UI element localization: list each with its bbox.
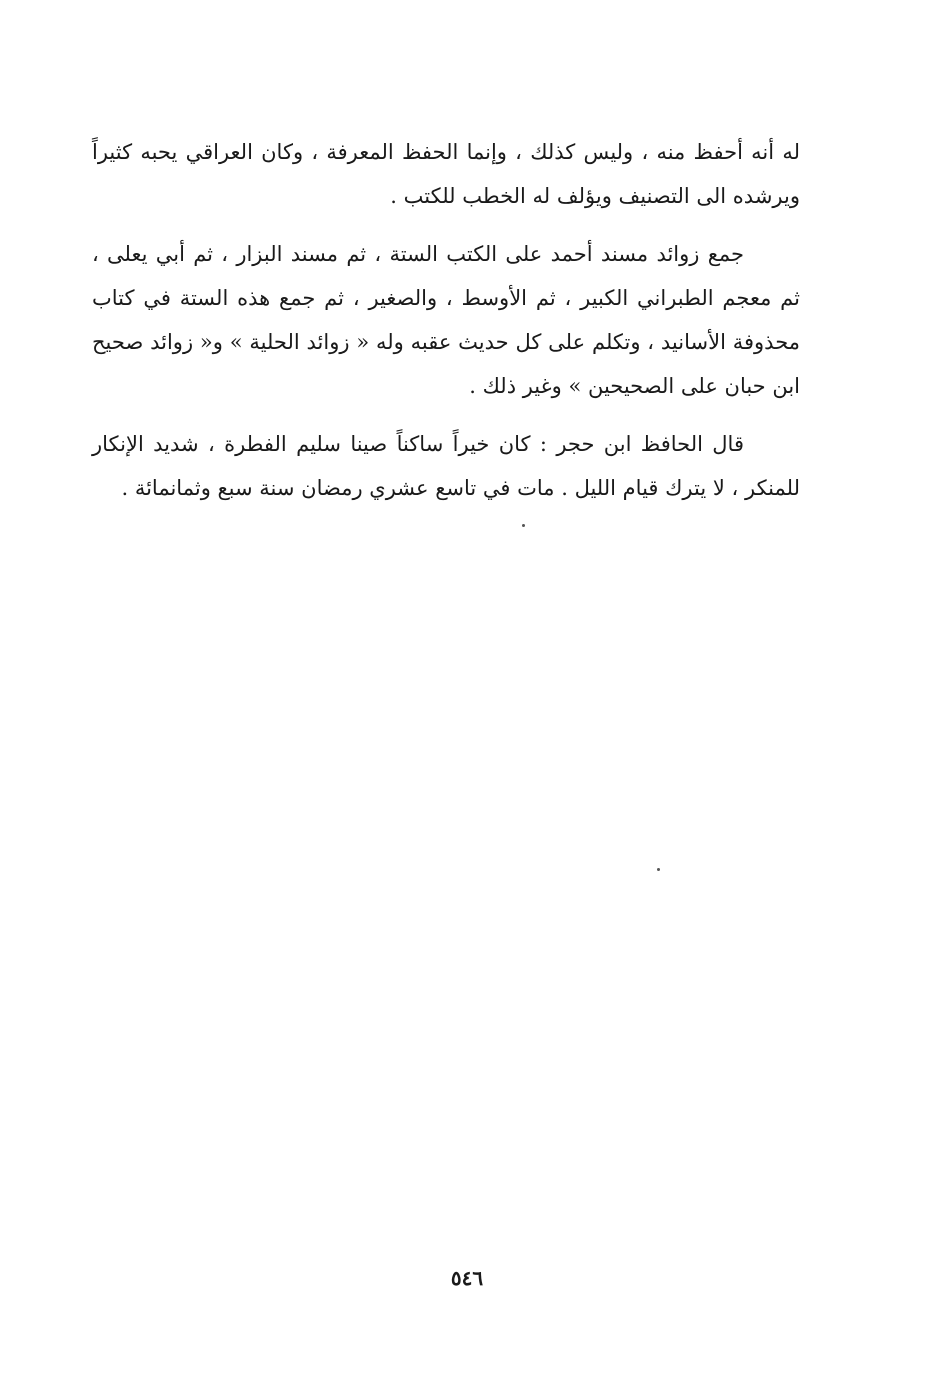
paragraph-1: له أنه أحفظ منه ، وليس كذلك ، وإنما الحفظ المعرفة ، وكان العراقي يحبه كثيراً ويرشده الى التصنيف ويؤلف له الخطب للكتب . xyxy=(92,140,800,208)
body-text xyxy=(92,130,800,524)
paragraph-3: قال الحافظ ابن حجر : كان خيراً ساكناً صينا سليم الفطرة ، شديد الإنكار للمنكر ، لا يترك قيام الليل . مات في تاسع عشري رمضان سنة سبع وثمانمائة . xyxy=(92,432,800,500)
page-number: ٥٤٦ xyxy=(450,1266,484,1290)
scan-speck xyxy=(657,868,660,871)
paragraph-2: جمع زوائد مسند أحمد على الكتب الستة ، ثم مسند البزار ، ثم أبي يعلى ، ثم معجم الطبراني الكبير ، ثم الأوسط ، والصغير ، ثم جمع هذه الستة في كتاب محذوفة الأسانيد ، وتكلم على كل حديث عقبه وله « زوائد الحلية » و« زوائد صحيح ابن حبان على الصحيحين » وغير ذلك . xyxy=(92,242,800,398)
scan-speck xyxy=(522,524,525,527)
